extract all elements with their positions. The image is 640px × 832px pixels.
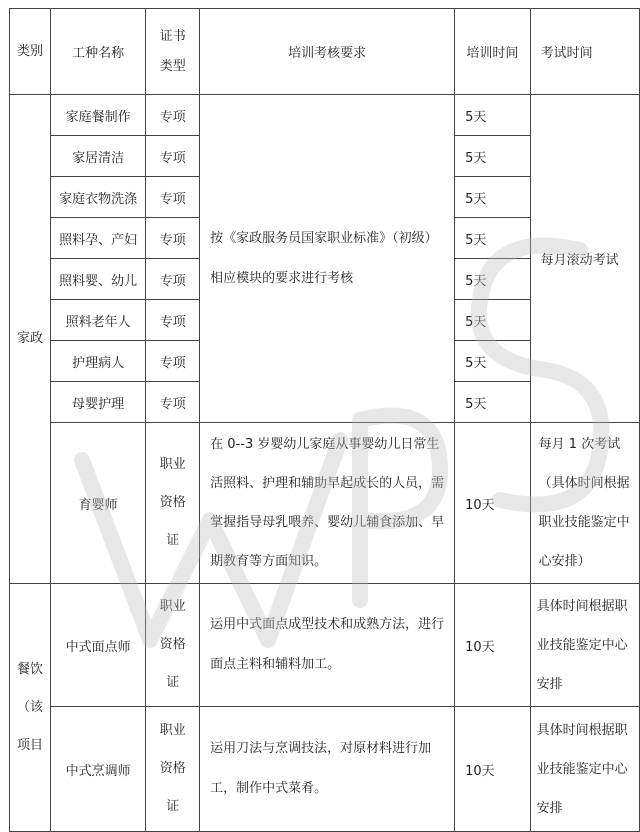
job-name: 家庭餐制作	[51, 95, 146, 136]
training-time: 10天	[455, 584, 531, 707]
training-time: 5天	[455, 382, 531, 423]
training-time: 5天	[455, 341, 531, 382]
job-name: 照料婴、幼儿	[51, 259, 146, 300]
cert-type: 专项	[146, 218, 200, 259]
job-name: 育婴师	[51, 423, 146, 584]
group-exam-time: 每月滚动考试	[530, 95, 639, 423]
cert-type: 职业资格证	[146, 584, 200, 707]
training-time: 5天	[455, 177, 531, 218]
header-requirement: 培训考核要求	[200, 9, 455, 95]
cert-type: 专项	[146, 136, 200, 177]
cert-type: 专项	[146, 95, 200, 136]
pastry-exam-time: 具体时间根据职业技能鉴定中心安排	[530, 584, 639, 707]
job-name: 中式烹调师	[51, 707, 146, 832]
cert-type: 专项	[146, 300, 200, 341]
training-time: 5天	[455, 218, 531, 259]
job-name: 家居清洁	[51, 136, 146, 177]
training-time: 5天	[455, 95, 531, 136]
job-name: 家庭衣物洗涤	[51, 177, 146, 218]
header-row	[10, 9, 640, 95]
job-name: 中式面点师	[51, 584, 146, 707]
cert-type: 专项	[146, 177, 200, 218]
cook-exam-time: 具体时间根据职业技能鉴定中心安排	[530, 707, 639, 832]
header-exam-time: 考试时间	[530, 9, 639, 95]
cert-type: 职业资格证	[146, 423, 200, 584]
cert-type: 专项	[146, 382, 200, 423]
category-housekeeping: 家政	[10, 95, 51, 584]
header-training-time: 培训时间	[455, 9, 531, 95]
training-time: 5天	[455, 136, 531, 177]
training-time: 10天	[455, 707, 531, 832]
category-catering: 餐饮（该项目	[10, 584, 51, 832]
training-schedule-table	[9, 8, 640, 832]
group-requirement: 按《家政服务员国家职业标准》（初级）相应模块的要求进行考核	[200, 95, 455, 423]
header-name: 工种名称	[51, 9, 146, 95]
table-row-nanny	[10, 423, 640, 584]
training-time: 10天	[455, 423, 531, 584]
table-row-cook	[10, 707, 640, 832]
cert-type: 职业资格证	[146, 707, 200, 832]
training-time: 5天	[455, 300, 531, 341]
header-category: 类别	[10, 9, 51, 95]
job-name: 母婴护理	[51, 382, 146, 423]
job-name: 护理病人	[51, 341, 146, 382]
training-time: 5天	[455, 259, 531, 300]
header-cert: 证书类型	[146, 9, 200, 95]
job-name: 照料老年人	[51, 300, 146, 341]
table-row-pastry	[10, 584, 640, 707]
job-name: 照料孕、产妇	[51, 218, 146, 259]
cook-requirement: 运用刀法与烹调技法，对原材料进行加工，制作中式菜肴。	[200, 707, 455, 832]
pastry-requirement: 运用中式面点成型技术和成熟方法，进行面点主料和辅料加工。	[200, 584, 455, 707]
cert-type: 专项	[146, 341, 200, 382]
nanny-exam-time: 每月 1 次考试（具体时间根据职业技能鉴定中心安排）	[530, 423, 639, 584]
cert-type: 专项	[146, 259, 200, 300]
nanny-requirement: 在 0--3 岁婴幼儿家庭从事婴幼儿日常生活照料、护理和辅助早起成长的人员，需掌握指导母乳喂养、婴幼儿辅食添加、早期教育等方面知识。	[200, 423, 455, 584]
table-row	[10, 95, 640, 136]
